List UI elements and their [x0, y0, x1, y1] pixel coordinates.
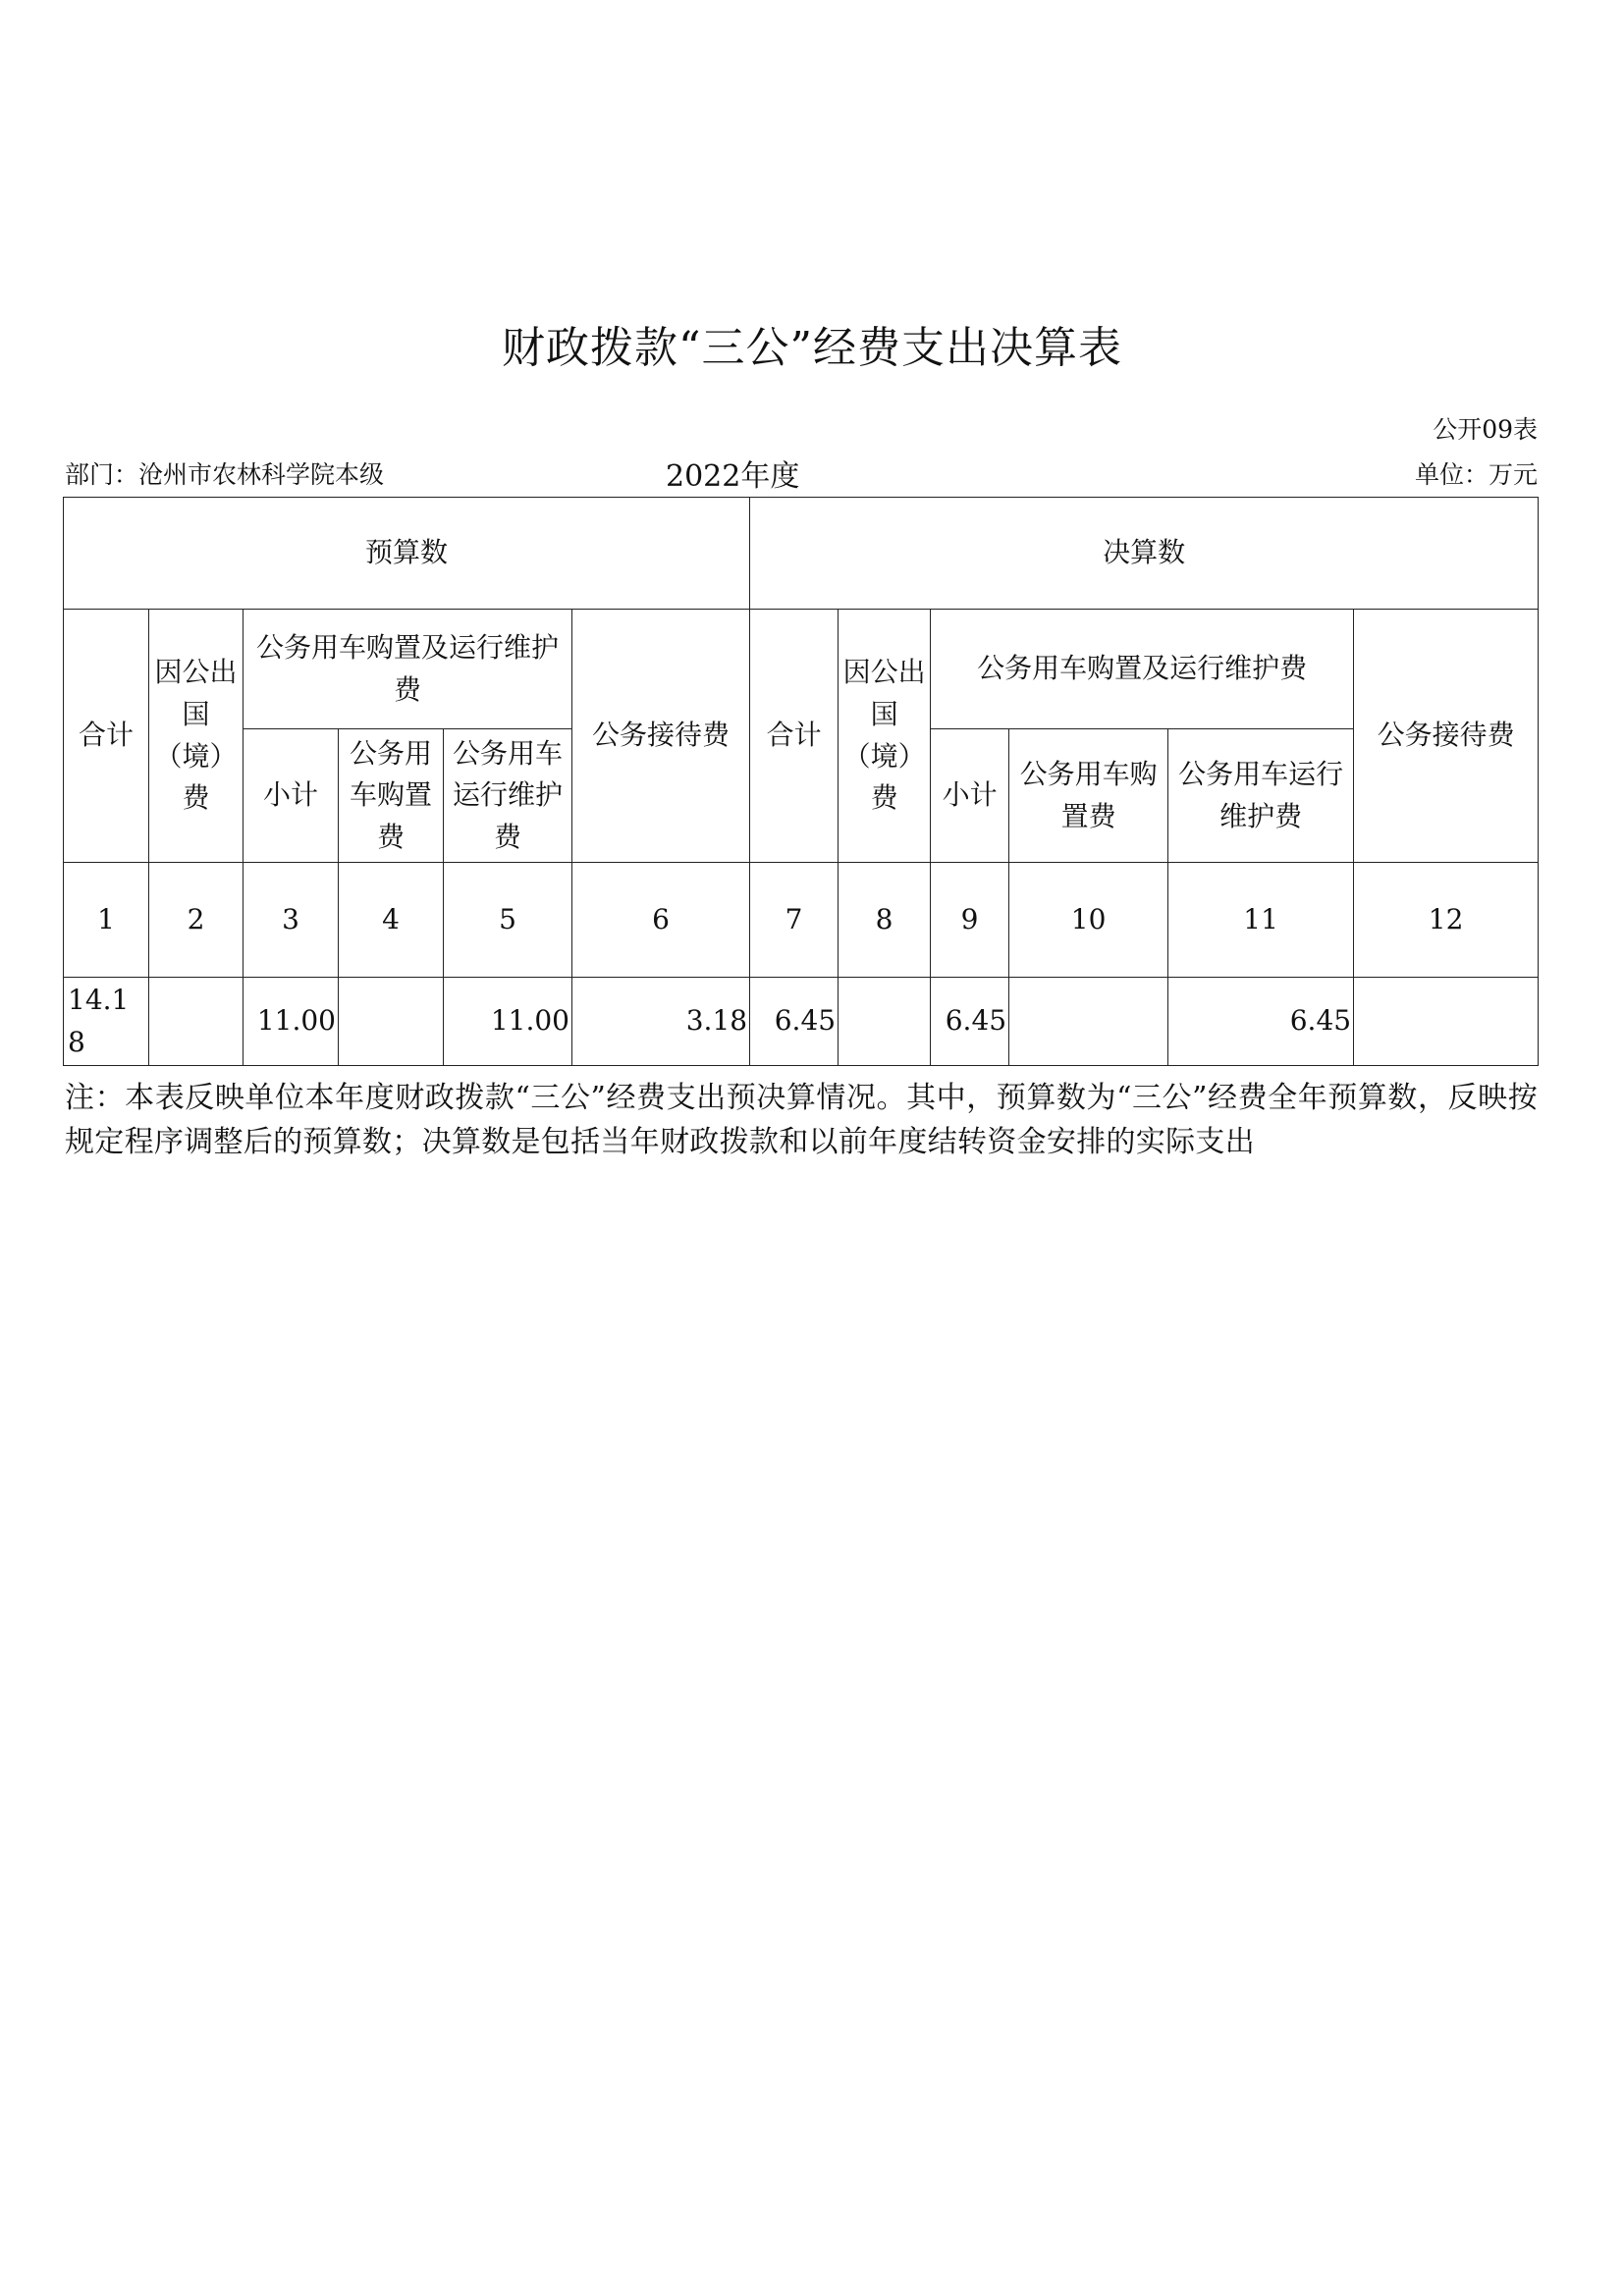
column-number: 2	[149, 863, 244, 978]
column-number-row	[64, 863, 1539, 978]
column-number: 6	[572, 863, 750, 978]
column-number: 10	[1009, 863, 1168, 978]
final-abroad-header: 因公出国（境）费	[839, 610, 931, 863]
form-number: 公开09表	[1433, 415, 1538, 444]
final-vehicle-operation-value: 6.45	[1168, 978, 1354, 1066]
final-vehicle-purchase-value	[1009, 978, 1168, 1066]
final-abroad-value	[839, 978, 931, 1066]
final-total-header: 合计	[750, 610, 839, 863]
budget-vehicle-purchase-header: 公务用车购置费	[339, 729, 444, 863]
page-title: 财政拨款“三公”经费支出决算表	[502, 323, 1122, 373]
final-vehicle-subtotal-value: 6.45	[931, 978, 1009, 1066]
budget-vehicle-operation-value: 11.00	[444, 978, 572, 1066]
header-row-1	[64, 610, 1539, 729]
final-subtotal-header: 小计	[931, 729, 1009, 863]
budget-vehicle-purchase-value	[339, 978, 444, 1066]
column-number: 8	[839, 863, 931, 978]
budget-reception-value: 3.18	[572, 978, 750, 1066]
budget-abroad-header: 因公出国（境）费	[149, 610, 244, 863]
final-reception-header: 公务接待费	[1354, 610, 1539, 863]
budget-total-value: 14.18	[64, 978, 149, 1066]
budget-abroad-value	[149, 978, 244, 1066]
budget-vehicle-group-header: 公务用车购置及运行维护费	[244, 610, 572, 729]
column-number: 4	[339, 863, 444, 978]
budget-group-header: 预算数	[64, 498, 750, 610]
budget-total-header: 合计	[64, 610, 149, 863]
footnote: 注：本表反映单位本年度财政拨款“三公”经费支出预决算情况。其中，预算数为“三公”经费全年预算数，反映按规定程序调整后的预算数；决算数是包括当年财政拨款和以前年度结转资金安排的实际支出	[65, 1081, 1538, 1159]
column-number: 3	[244, 863, 339, 978]
unit-label: 单位：万元	[1414, 460, 1538, 489]
column-number: 9	[931, 863, 1009, 978]
column-number: 5	[444, 863, 572, 978]
final-vehicle-purchase-header: 公务用车购置费	[1009, 729, 1168, 863]
budget-vehicle-operation-header: 公务用车运行维护费	[444, 729, 572, 863]
values-row	[64, 978, 1539, 1066]
budget-reception-header: 公务接待费	[572, 610, 750, 863]
column-number: 12	[1354, 863, 1539, 978]
final-total-value: 6.45	[750, 978, 839, 1066]
budget-vehicle-subtotal-value: 11.00	[244, 978, 339, 1066]
department-label: 部门：沧州市农林科学院本级	[65, 460, 385, 489]
column-number: 11	[1168, 863, 1354, 978]
fiscal-year: 2022年度	[666, 459, 800, 494]
column-number: 7	[750, 863, 839, 978]
final-vehicle-group-header: 公务用车购置及运行维护费	[931, 610, 1354, 729]
column-number: 1	[64, 863, 149, 978]
group-header-row	[64, 498, 1539, 610]
final-group-header: 决算数	[750, 498, 1539, 610]
budget-subtotal-header: 小计	[244, 729, 339, 863]
expense-table	[63, 497, 1539, 1066]
final-reception-value	[1354, 978, 1539, 1066]
final-vehicle-operation-header: 公务用车运行维护费	[1168, 729, 1354, 863]
